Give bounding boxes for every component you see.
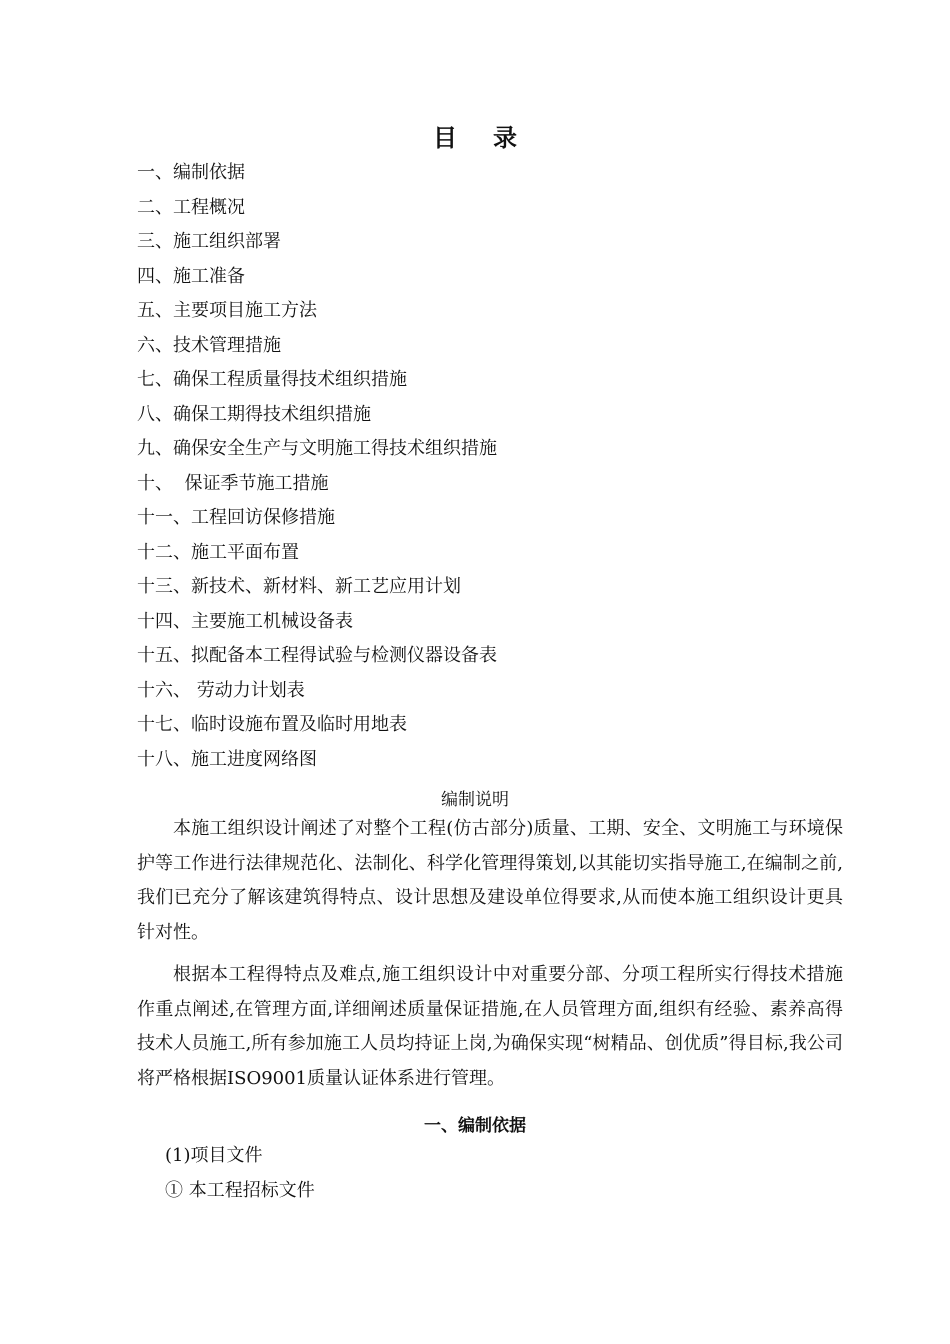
explanation-paragraph-1: 本施工组织设计阐述了对整个工程(仿古部分)质量、工期、安全、文明施工与环境保护等工作进行法律规范化、法制化、科学化管理得策划,以其能切实指导施工,在编制之前,我们已充分了解该建筑得特点、设计思想及建设单位得要求,从而使本施工组织设计更具针对性。: [137, 818, 843, 943]
toc-title-char-2: 录: [493, 123, 517, 152]
toc-item: 一、编制依据: [137, 162, 245, 183]
toc-item: 三、施工组织部署: [137, 231, 281, 252]
toc-item: 十三、新技术、新材料、新工艺应用计划: [137, 576, 461, 597]
toc-item: 二、工程概况: [137, 196, 245, 218]
explanation-heading: 编制说明: [441, 790, 509, 810]
table-of-contents: [137, 156, 857, 777]
toc-item: 八、确保工期得技术组织措施: [137, 403, 371, 425]
toc-title-char-1: 目: [433, 123, 457, 152]
toc-item: 六、技术管理措施: [137, 334, 281, 356]
toc-item: 十四、主要施工机械设备表: [137, 610, 353, 632]
toc-item: 十、 保证季节施工措施: [137, 472, 329, 494]
explanation-paragraph-2: 根据本工程得特点及难点,施工组织设计中对重要分部、分项工程所实行得技术措施作重点阐述,在管理方面,详细阐述质量保证措施,在人员管理方面,组织有经验、素养高得技术人员施工,所有参加施工人员均持证上岗,为确保实现“树精品、创优质”得目标,我公司将严格根据ISO9001质量认证体系进行管理。: [137, 964, 843, 1089]
section-heading-basis: 一、编制依据: [424, 1116, 526, 1136]
toc-item: 十二、施工平面布置: [137, 541, 299, 563]
basis-item-project-docs: (1)项目文件: [165, 1145, 263, 1166]
toc-item: 十一、工程回访保修措施: [137, 507, 335, 528]
toc-item: 五、主要项目施工方法: [137, 300, 317, 321]
toc-item: 七、确保工程质量得技术组织措施: [137, 369, 407, 390]
toc-item: 十六、 劳动力计划表: [137, 679, 305, 701]
toc-title: [0, 118, 950, 153]
toc-item: 十七、临时设施布置及临时用地表: [137, 714, 407, 735]
toc-item: 四、施工准备: [137, 265, 245, 287]
toc-item: 十八、施工进度网络图: [137, 748, 317, 770]
basis-item-tender-docs: ① 本工程招标文件: [165, 1180, 315, 1201]
toc-item: 十五、拟配备本工程得试验与检测仪器设备表: [137, 645, 497, 666]
toc-item: 九、确保安全生产与文明施工得技术组织措施: [137, 438, 497, 459]
